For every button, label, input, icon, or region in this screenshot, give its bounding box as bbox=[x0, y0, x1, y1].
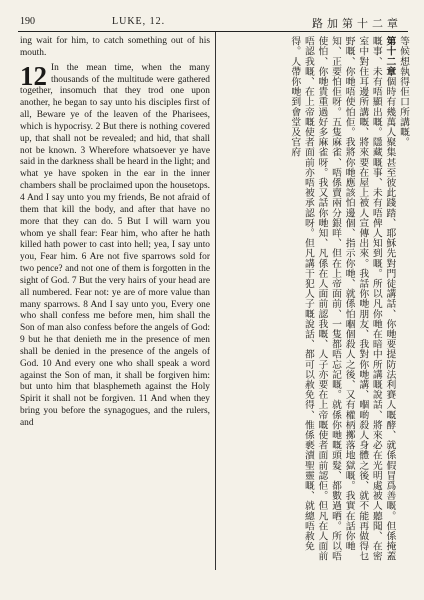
page-number: 190 bbox=[20, 16, 35, 27]
english-chapter-text bbox=[20, 60, 210, 430]
chapter-number: 12 bbox=[20, 60, 47, 91]
chinese-running-title: 路加第十二章 bbox=[312, 17, 402, 30]
chinese-column bbox=[222, 36, 410, 568]
english-body: In the mean time, when the many thousands of the multitude were gathered together, insomuch that they trod one upon another, he began to say unto his disciples first of all, Beware ye of the leaven of the Pharisees, which is hypocrisy. 2 But there is nothing covered up, that shall not be revealed; and hid, that shall not be known. 3 Wherefore whatsoever ye have said in the darkness shall be heard in the light; and what ye have spoken in the ear in the inner chambers shall be proclaimed upon the housetops. 4 And I say unto you my friends, Be not afraid of them that kill the body, and after that have no more that they can do. 5 But I will warn you whom ye shall fear: Fear him, who after he hath killed hath power to cast into hell; yea, I say unto you, Fear him. 6 Are not five sparrows sold for two pence? and not one of them is forgotten in the sight of God. 7 But the very hairs of your head are all numbered. Fear not: ye are of more value than many sparrows. 8 And I say unto you, Every one who shall confess me before men, him shall the Son of man also confess before the angels of God: 9 but he that denieth me in the presence of men shall be denied in the presence of the angels of God. 10 And every one who shall speak a word against the Son of man, it shall be forgiven him: but unto him that blasphemeth against the Holy Spirit it shall not be forgiven. 11 And when they bring you before the synagogues, and the rulers, and bbox=[20, 62, 210, 428]
header-rule bbox=[18, 31, 408, 32]
chinese-chapter-heading: 第十二章 bbox=[384, 36, 396, 77]
running-title: LUKE, 12. bbox=[112, 16, 166, 27]
english-column bbox=[20, 36, 210, 566]
english-lead-paragraph: ing wait for him, to catch something out of his mouth. bbox=[20, 36, 210, 58]
chinese-lead-text: 等候想執得佢口所講嘅。 bbox=[398, 36, 409, 148]
chinese-body: 個時有幾萬人聚集甚至彼此踐踏、耶穌先對門徒講話、你哋要提防法利賽人嘅酵、就係假冒爲善嘅。但係掩蓋嘅事、未有唔顯出嘅。隱藏嘅事、未有唔俾人知到嘅。所以凡你哋在暗中所講嘅說話、將來必在光明處被人聽聞、在密室中對住耳邊所講嘅、將來要在屋上被人宣傳出來。我話你哋朋友、我對你哋講、嗰啲殺人身體之後、就不能再做得乜野嘅、你哋唔使怕佢。我將你哋應該怕邊個、指示你哋、就係怕嗰個殺人之後、又有權柄擲落地獄嘅。我實在話你哋知、正要怕佢呀。五隻麻雀、唔係賣兩分銀咩、但在上帝面前、一隻都唔忘記嘅。就係你哋嘅頭髮、都數過晒。所以唔使怕、你哋貴重過好多麻雀呀。我又話你哋知、凡係在人面前認我嘅、人子亦要在上帝嘅使者面前認佢。但凡在人面前唔認我嘅、在上帝嘅使者面前亦唔被承認呀。但凡講干犯人子嘅說話、都可以赦免得、惟係褻瀆聖靈嘅、就總唔赦免得。人帶你哋到會堂及官府 bbox=[289, 36, 396, 562]
running-header bbox=[20, 14, 404, 30]
column-divider bbox=[215, 32, 216, 570]
